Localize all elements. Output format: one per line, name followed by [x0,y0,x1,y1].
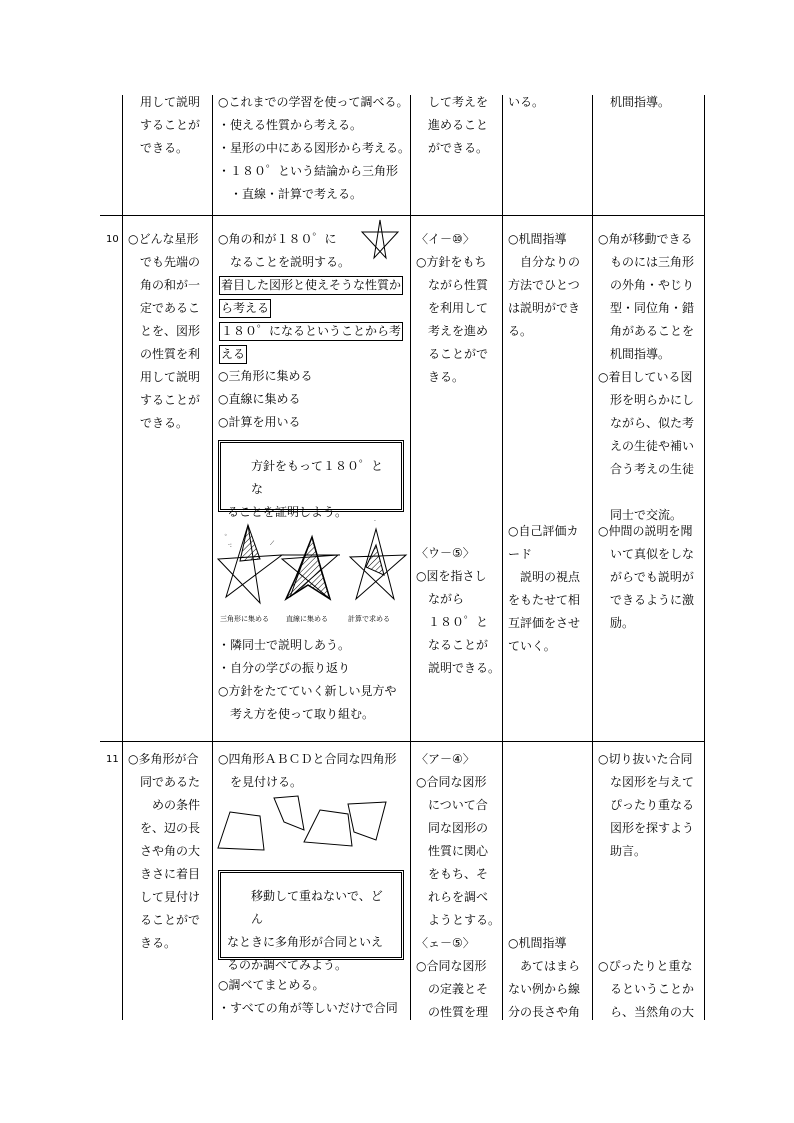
table-divider-3 [502,95,503,1020]
row-divider-2 [100,741,705,742]
boxed-hint: える [219,345,247,364]
table-divider-4 [592,95,593,1020]
row11-support-a: ○切り抜いた合同 な図形を与えて ぴったり重なる 図形を探すよう 助言。 [598,752,695,858]
row0-aim: 用して説明 することが できる。 [140,95,201,155]
row0-method: いる。 [508,95,545,109]
row11-aim: ○多角形が合 同であるた めの条件 を、辺の長 さや角の大 きさに着目 して見付け ることがで きる。 [128,752,201,950]
row11-support-b: ○ぴったりと重な るということか ら、当然角の大 [598,959,695,1019]
svg-text:·: · [374,518,376,525]
row10-number: 10 [106,234,119,245]
svg-text:◦: ◦ [224,532,228,539]
row10-support-b: ○仲間の説明を聞 いて真似をしな がらでも説明が できるように激 励。 [598,524,695,630]
star-calculation-method [350,518,406,599]
row10-activity-bottom: ・隣同士で説明しあう。 ・自分の学びの振り返り ○方針をたてていく新しい見方や 考え方を使って取り組む。 [218,638,397,721]
table-border-right [704,95,705,1020]
row10-support-a: ○角が移動できる ものには三角形 の外角・やじり 型・同位角・錯 角があることを 机間指導。 ○着目している図 形を明らかにし ながら、似た考 えの生徒や補い 合う考えの生徒 同士で交流。 [598,232,695,522]
star-methods-diagram [216,515,408,627]
boxed-hint: ら考える [219,299,271,318]
table-divider-1 [212,95,213,1020]
row10-criteria-a: 〈イ－⑩〉 ○方針をもち ながら性質 を利用して 考えを進め ることがで きる。 [416,232,489,384]
row10-aim: ○どんな星形 でも先端の 角の和が一 定であるこ とを、図形 の性質を利 用して説明 することが できる。 [128,232,201,430]
row10-method-b: ○自己評価カ ード 説明の視点 をもたせて相 互評価をさせ ていく。 [508,524,581,653]
row11-activity-bottom: ○調べてまとめる。 ・すべての角が等しいだけで合同 [218,978,398,1015]
quadrilateral-shape [274,796,304,830]
row10-boxed-hints [219,274,403,366]
quadrilateral-shape [348,802,386,840]
star-line-method [282,537,340,599]
row0-criteria: して考えを 進めること ができる。 [428,95,489,155]
row11-number: 11 [106,754,119,765]
svg-text:⟋: ⟋ [270,540,275,547]
star-caption: 計算で求める [348,615,390,623]
svg-text:·:: ·: [228,542,232,549]
table-border-left [122,95,123,1020]
row10-task-box: 方針をもって１８０゜とな ることを証明しよう。 [218,440,404,512]
star-caption: 直線に集める [286,615,328,623]
boxed-hint: 着目した図形と使えそうな性質か [219,276,403,295]
row-divider-1 [100,215,705,216]
row0-activity: ○これまでの学習を使って調べる。 ・使える性質から考える。 ・星形の中にある図形から考える。 ・１８０゜という結論から三角形 ・直線・計算で考える。 [218,95,411,201]
quadrilateral-abcd [218,812,264,850]
quadrilaterals-diagram [216,792,406,854]
star-triangle-method [218,525,282,603]
star-icon [358,218,402,264]
row10-activity-mid: ○三角形に集める ○直線に集める ○計算を用いる [218,369,313,429]
row0-support: 机間指導。 [610,95,671,109]
star-caption: 三角形に集める [220,615,269,623]
table-divider-2 [410,95,411,1020]
row11-criteria: 〈ア－④〉 ○合同な図形 について合 同な図形の 性質に関心 をもち、そ れらを調べ ようとする。 〈ェ－⑤〉 ○合同な図形 の定義とそ の性質を理 [416,752,501,1019]
row11-activity-top: ○四角形ＡＢＣＤと合同な四角形 を見付ける。 [218,752,397,789]
row10-activity-top: ○角の和が１８０゜に なることを説明する。 [218,232,351,269]
quadrilateral-shape [304,810,352,846]
row11-method: ○机間指導 あてはまら ない例から線 分の長さや角 [508,936,581,1019]
row10-criteria-b: 〈ウ－⑤〉 ○図を指さし ながら １８０゜と なることが 説明できる。 [416,546,501,675]
boxed-hint: １８０゜になるということから考 [219,322,403,341]
row11-task-box: 移動して重ねないで、どん なときに多角形が合同といえ るのか調べてみよう。 [218,870,404,960]
row10-method-a: ○机間指導 自分なりの 方法でひとつ は説明ができ る。 [508,232,581,338]
